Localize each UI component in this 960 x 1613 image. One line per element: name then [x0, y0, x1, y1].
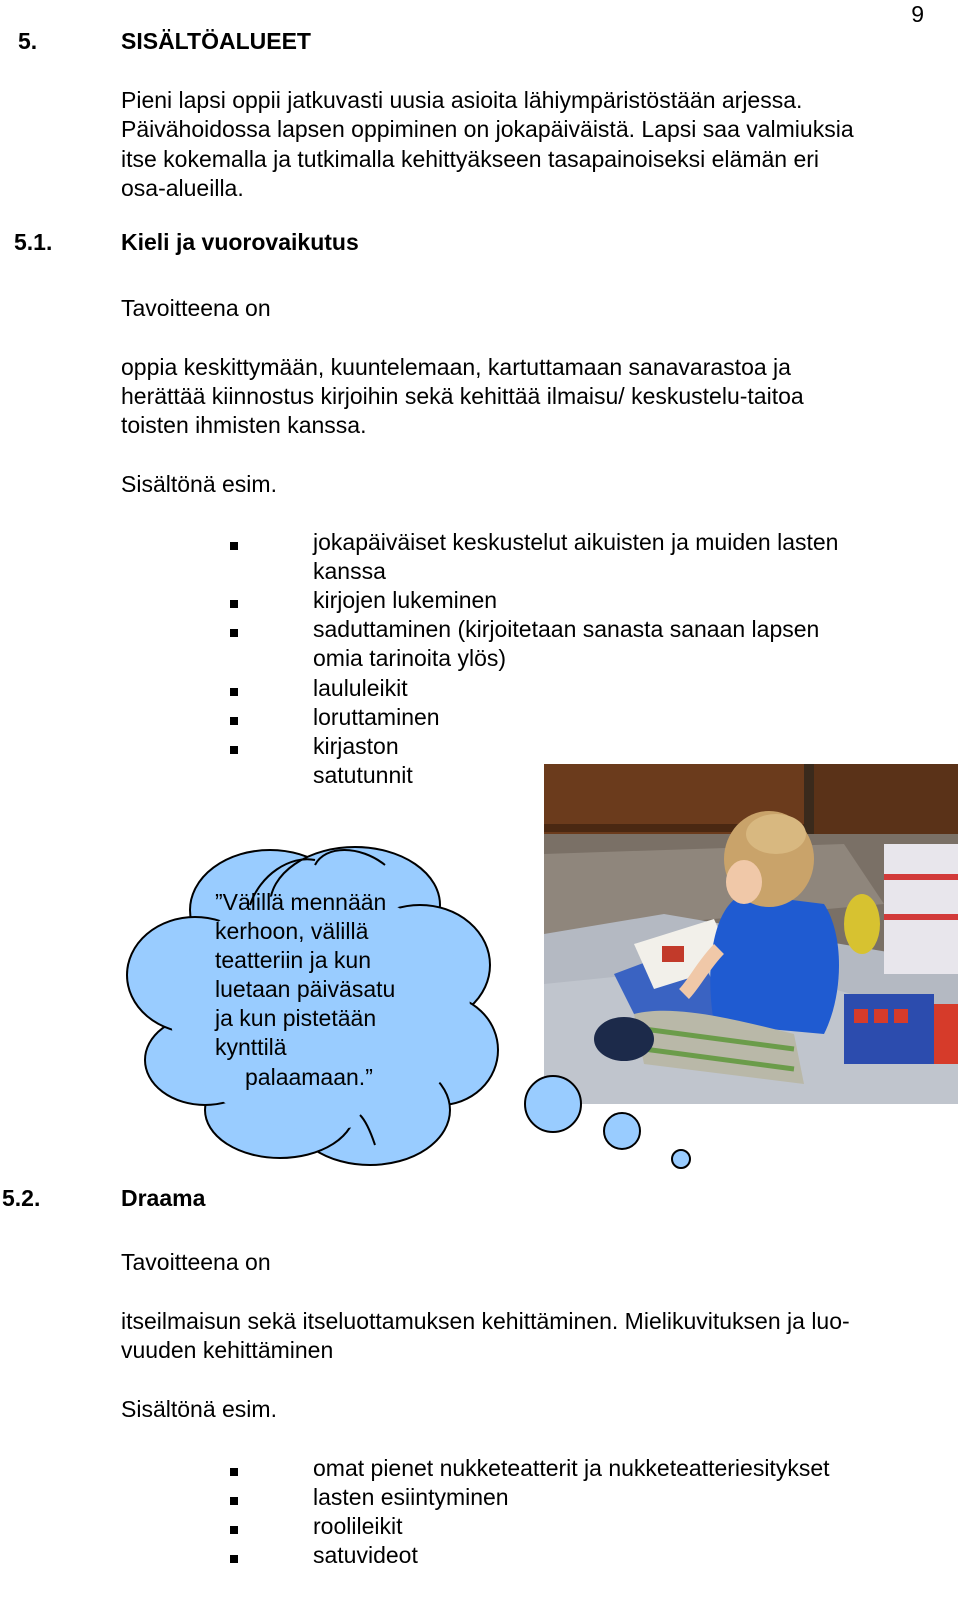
- bullet-item: jokapäiväiset keskustelut aikuisten ja muiden lasten: [313, 529, 839, 555]
- bullet-item: kirjaston: [313, 733, 399, 759]
- quote-line-3: teatteriin ja kun: [215, 947, 371, 973]
- bullet-marker: [230, 746, 238, 754]
- bullet-marker: [230, 1497, 238, 1505]
- subsection-2-title: Draama: [121, 1185, 206, 1211]
- subsection-2-goal-line-1: itseilmaisun sekä itseluottamuksen kehittäminen. Mielikuvituksen ja luo-: [121, 1308, 850, 1334]
- thought-bubble-medium: [600, 1109, 644, 1153]
- bullet-marker: [230, 542, 238, 550]
- thought-cloud: [120, 835, 520, 1185]
- quote-line-6: kynttilä: [215, 1034, 287, 1060]
- bullet-marker: [230, 600, 238, 608]
- intro-line-3: itse kokemalla ja tutkimalla kehittyäkseen tasapainoiseksi elämän eri: [121, 146, 820, 172]
- section-number: 5.: [18, 28, 38, 54]
- thought-bubble-large: [518, 1069, 588, 1139]
- bullet-marker: [230, 629, 238, 637]
- bullet-item-continued: kanssa: [313, 558, 386, 584]
- subsection-2-content-label: Sisältönä esim.: [121, 1396, 277, 1422]
- bullet-item: roolileikit: [313, 1513, 403, 1539]
- quote-line-4: luetaan päiväsatu: [215, 976, 396, 1002]
- intro-line-2: Päivähoidossa lapsen oppiminen on jokapäiväistä. Lapsi saa valmiuksia: [121, 116, 854, 142]
- bullet-item-continued: satutunnit: [313, 762, 413, 788]
- subsection-2-goal-label: Tavoitteena on: [121, 1249, 271, 1275]
- bullet-item: kirjojen lukeminen: [313, 587, 498, 613]
- bullet-marker: [230, 1468, 238, 1476]
- subsection-1-content-label: Sisältönä esim.: [121, 471, 277, 497]
- quote-line-2: kerhoon, välillä: [215, 918, 369, 944]
- bullet-item-continued: omia tarinoita ylös): [313, 645, 507, 671]
- subsection-1-number: 5.1.: [14, 229, 53, 255]
- subsection-1-goal-line-2: herättää kiinnostus kirjoihin sekä kehittää ilmaisu/ keskustelu-taitoa: [121, 383, 804, 409]
- bullet-item: satuvideot: [313, 1542, 418, 1568]
- bullet-item: lasten esiintyminen: [313, 1484, 509, 1510]
- quote-line-7: palaamaan.”: [245, 1064, 373, 1090]
- intro-line-4: osa-alueilla.: [121, 175, 244, 201]
- bullet-marker: [230, 1526, 238, 1534]
- quote-line-5: ja kun pistetään: [215, 1005, 377, 1031]
- bullet-marker: [230, 717, 238, 725]
- bullet-marker: [230, 688, 238, 696]
- child-reading-photo: [544, 764, 958, 1104]
- subsection-1-goal-label: Tavoitteena on: [121, 295, 271, 321]
- subsection-1-title: Kieli ja vuorovaikutus: [121, 229, 359, 255]
- intro-line-1: Pieni lapsi oppii jatkuvasti uusia asioita lähiympäristöstään arjessa.: [121, 87, 803, 113]
- subsection-2-number: 5.2.: [2, 1185, 41, 1211]
- thought-bubble-small: [668, 1146, 694, 1172]
- bullet-marker: [230, 1555, 238, 1563]
- subsection-2-goal-line-2: vuuden kehittäminen: [121, 1337, 334, 1363]
- bullet-item: laululeikit: [313, 675, 408, 701]
- page-number: 9: [911, 1, 924, 27]
- subsection-1-goal-line-3: toisten ihmisten kanssa.: [121, 412, 367, 438]
- bullet-item: loruttaminen: [313, 704, 440, 730]
- bullet-item: saduttaminen (kirjoitetaan sanasta sanaan lapsen: [313, 616, 820, 642]
- quote-line-1: ”Välillä mennään: [215, 889, 387, 915]
- section-title: SISÄLTÖALUEET: [121, 28, 311, 54]
- bullet-item: omat pienet nukketeatterit ja nukketeatteriesitykset: [313, 1455, 830, 1481]
- subsection-1-goal-line-1: oppia keskittymään, kuuntelemaan, kartuttamaan sanavarastoa ja: [121, 354, 791, 380]
